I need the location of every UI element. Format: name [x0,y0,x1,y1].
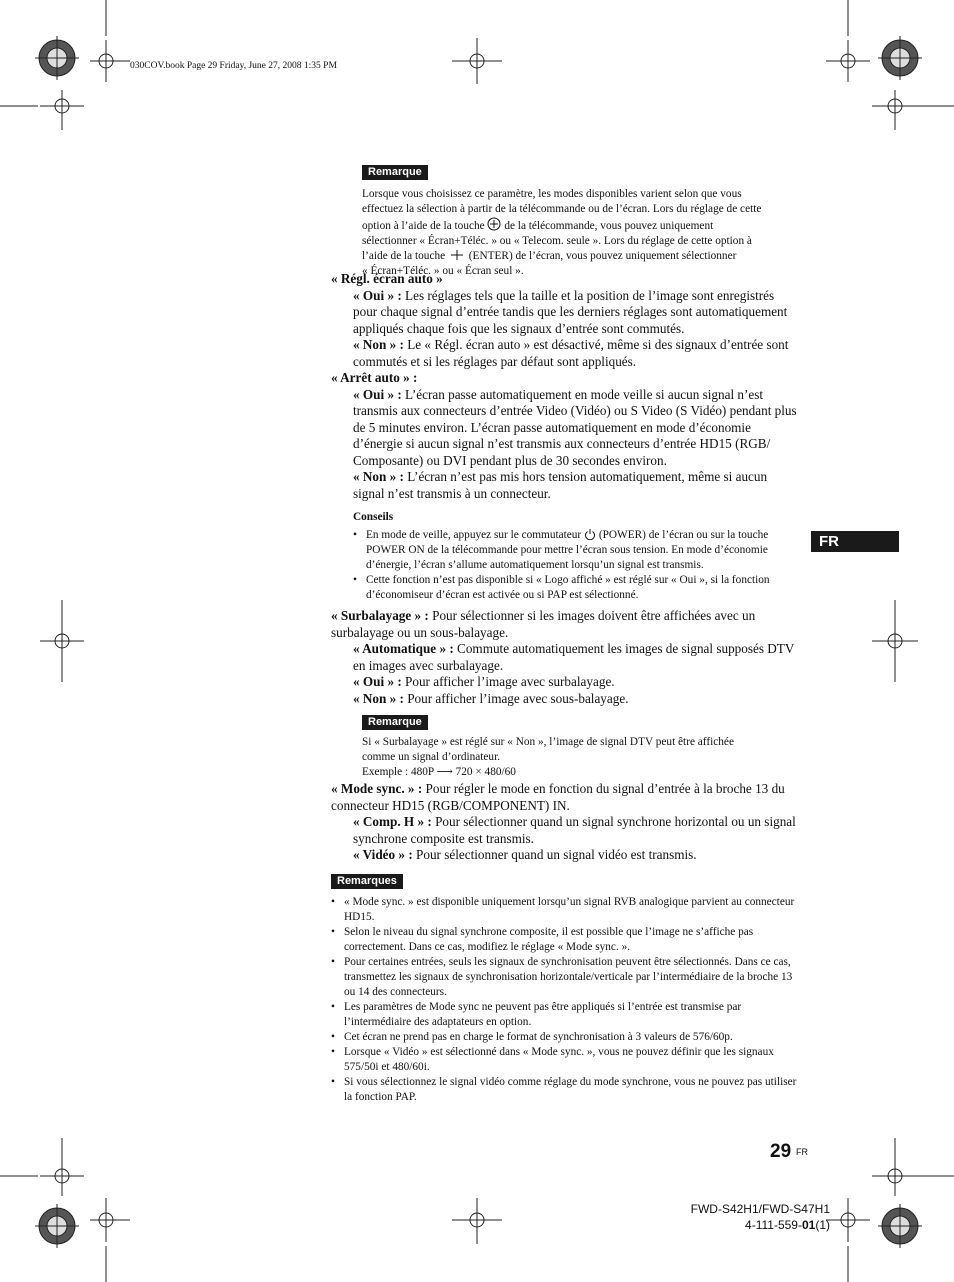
surbalayage: « Surbalayage » : Pour sélectionner si les images doivent être affichées avec un surbalayage ou un sous-balayage. [331,608,756,640]
power-icon [584,528,596,540]
list-item: • En mode de veille, appuyez sur le commutateur (POWER) de l’écran ou sur la touche POWER ON de la télécommande pour mettre l’écran sous tension. En mode d’économie d’énergie, l’écran s’allume automatiquement lorsqu’un signal est transmis. [353,528,801,573]
rosette-mark-icon [878,36,922,80]
page-suffix: FR [796,1147,808,1157]
plus-cross-icon [448,249,466,261]
note-line: Exemple : 480P ⟶ 720 × 480/60 [362,766,516,778]
crosshair-mark-icon [452,1198,502,1244]
conseils-title: Conseils [353,511,394,523]
list-item: • Cette fonction n’est pas disponible si « Logo affiché » est réglé sur « Oui », si la fonction d’économiseur d’écran est activée ou si PAP est sélectionné. [353,573,801,603]
rosette-mark-icon [878,1204,922,1248]
list-item: • Pour certaines entrées, seuls les signaux de synchronisation peuvent être sélectionnés. Dans ce cas, transmettez les signaux de synchronisation horizontale/verticale par l’intermédiaire de la broche 13 ou 14 des connecteurs. [331,955,801,1000]
crosshair-mark-icon [872,600,918,682]
heading-arret: « Arrêt auto » : [331,370,418,385]
crosshair-mark-icon [40,90,84,130]
note-line: comme un signal d’ordinateur. [362,751,501,763]
crosshair-mark-icon [826,1198,870,1242]
model-name: FWD-S42H1/FWD-S47H1 [690,1202,830,1216]
surbal-auto: « Automatique » : Commute automatiquement les images de signal supposés DTV en images avec surbalayage. [353,641,795,673]
language-tab: FR [811,531,899,552]
crosshair-mark-icon [40,600,84,682]
mode-sync-video: « Vidéo » : Pour sélectionner quand un signal vidéo est transmis. [353,847,697,862]
rosette-mark-icon [35,1204,79,1248]
list-item: • Lorsque « Vidéo » est sélectionné dans « Mode sync. », vous ne pouvez définir que les signaux 575/50i et 480/60i. [331,1045,801,1075]
crosshair-mark-icon [452,38,502,84]
remarque-badge: Remarque [362,165,428,180]
crosshair-mark-icon [40,1138,84,1196]
note-line: sélectionner « Écran+Téléc. » ou « Telecom. seule ». Lors du réglage de cette option à [362,235,752,247]
note-line: effectuez la sélection à partir de la télécommande ou de l’écran. Lors du réglage de cette [362,203,762,215]
remarques-badge: Remarques [331,874,403,889]
list-item: • Si vous sélectionnez le signal vidéo comme réglage du mode synchrone, vous ne pouvez pas utiliser la fonction PAP. [331,1075,801,1105]
conseils-block [331,510,801,603]
note-remarque-2 [331,713,801,780]
crosshair-mark-icon [872,90,918,130]
list-item: • Les paramètres de Mode sync ne peuvent pas être appliqués si l’entrée est transmise par l’intermédiaire des adaptateurs en option. [331,1000,801,1030]
note-line: Lorsque vous choisissez ce paramètre, les modes disponibles varient selon que vous [362,188,742,200]
note-remarque-1 [362,162,802,279]
surbal-non: « Non » : Pour afficher l’image avec sous-balayage. [353,690,629,706]
note-line: l’aide de la touche (ENTER) de l’écran, vous pouvez uniquement sélectionner [362,250,737,262]
surbal-oui: « Oui » : Pour afficher l’image avec surbalayage. [353,674,615,689]
arret-oui: « Oui » : L’écran passe automatiquement en mode veille si aucun signal n’est transmis aux connecteurs d’entrée Video (Vidéo) ou S Video (S Vidéo) pendant plus de 5 minutes environ. L’écran passe automatiquement en mode d’économie d’énergie si aucun signal n’est transmis aux connecteurs d’entrée HD15 (RGB/ Composante) ou DVI pendant plus de 30 secondes environ. [353,386,797,468]
arret-non: « Non » : L’écran n’est pas mis hors tension automatiquement, même si aucun signal n’est transmis à un connecteur. [353,469,768,501]
crosshair-mark-icon [826,40,870,82]
mode-sync: « Mode sync. » : Pour régler le mode en fonction du signal d’entrée à la broche 13 du connecteur HD15 (RGB/COMPONENT) IN. [331,781,785,813]
mode-sync-comp: « Comp. H » : Pour sélectionner quand un signal synchrone horizontal ou un signal synchrone composite est transmis. [353,814,796,846]
list-item: • Selon le niveau du signal synchrone composite, il est possible que l’image ne s’affiche pas correctement. Dans ce cas, modifiez le réglage « Mode sync. ». [331,925,801,955]
crosshair-mark-icon [90,1198,130,1242]
remarque-badge: Remarque [362,715,428,730]
circle-plus-icon [487,217,501,231]
heading-regl: « Régl. écran auto » [331,271,443,286]
note-line: option à l’aide de la touche de la télécommande, vous pouvez uniquement [362,217,802,234]
regl-oui: « Oui » : Les réglages tels que la taille et la position de l’image sont enregistrés pour chaque signal d’entrée tandis que les derniers réglages sont automatiquement appliqués chaque fois que les signaux d’entrée sont commutés. [353,287,788,336]
crosshair-mark-icon [872,1138,918,1196]
crosshair-mark-icon [90,40,130,82]
list-item: • Cet écran ne prend pas en charge le format de synchronisation à 3 valeurs de 576/60p. [331,1030,801,1045]
main-text [331,271,801,1105]
list-item: • « Mode sync. » est disponible uniquement lorsqu’un signal RVB analogique parvient au connecteur HD15. [331,895,801,925]
rosette-mark-icon [35,36,79,80]
model-footer [691,1201,830,1233]
note-line: « Écran+Téléc. » ou « Écran seul ». [362,265,524,277]
file-header: 030COV.book Page 29 Friday, June 27, 2008 1:35 PM [130,61,337,71]
part-code: 4-111-559-01(1) [745,1218,830,1232]
note-line: Si « Surbalayage » est réglé sur « Non », l’image de signal DTV peut être affichée [362,736,734,748]
regl-non: « Non » : Le « Régl. écran auto » est désactivé, même si des signaux d’entrée sont commutés et si les réglages par défaut sont appliqués. [353,337,789,369]
remarques-block [331,872,801,1105]
page-number: 29 [770,1141,792,1162]
note-text [362,187,802,279]
